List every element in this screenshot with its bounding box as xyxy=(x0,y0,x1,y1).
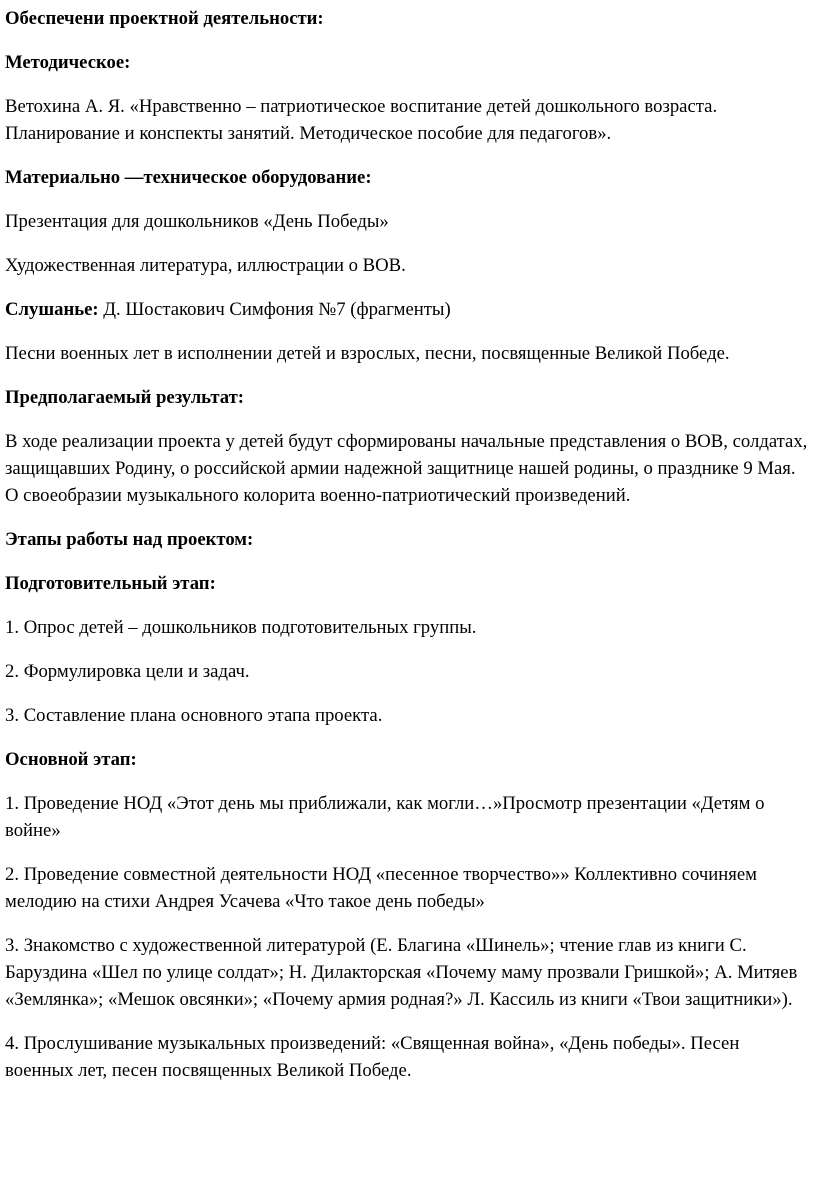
doc-list-item: 2. Проведение совместной деятельности НОД «песенное творчество»» Коллективно сочиняем мелодию на стихи Андрея Усачева «Что такое день победы» xyxy=(5,864,757,912)
doc-heading-methodical: Методическое: xyxy=(5,52,131,73)
doc-list-item: 1. Проведение НОД «Этот день мы приближали, как могли…»Просмотр презентации «Детям о войне» xyxy=(5,793,765,841)
doc-paragraph: Художественная литература, иллюстрации о ВОВ. xyxy=(5,255,406,276)
doc-heading-work-stages: Этапы работы над проектом: xyxy=(5,529,254,550)
doc-list-item: 3. Знакомство с художественной литературой (Е. Благина «Шинель»; чтение глав из книги С. Баруздина «Шел по улице солдат»; Н. Дилакторская «Почему маму прозвали Гришкой»; А. Митяев «Землянка»; «Мешок овсянки»; «Почему армия родная?» Л. Кассиль из книги «Твои защитники»). xyxy=(5,935,798,1010)
doc-heading-preparatory-stage: Подготовительный этап: xyxy=(5,573,216,594)
doc-list-item: 3. Составление плана основного этапа проекта. xyxy=(5,705,383,726)
doc-heading-project-support: Обеспечени проектной деятельности: xyxy=(5,8,324,29)
doc-heading-expected-result: Предполагаемый результат: xyxy=(5,387,245,408)
doc-paragraph-listening xyxy=(5,296,812,323)
doc-list-item: 1. Опрос детей – дошкольников подготовительных группы. xyxy=(5,617,477,638)
doc-paragraph: Презентация для дошкольников «День Победы» xyxy=(5,211,389,232)
doc-heading-material-equipment: Материально —техническое оборудование: xyxy=(5,167,372,188)
doc-list-item: 4. Прослушивание музыкальных произведений: «Священная война», «День победы». Песен военных лет, песен посвященных Великой Победе. xyxy=(5,1033,740,1081)
doc-paragraph-inline-label: Слушанье: xyxy=(5,299,99,320)
doc-paragraph-inline-text: Д. Шостакович Симфония №7 (фрагменты) xyxy=(98,299,451,320)
doc-list-item: 2. Формулировка цели и задач. xyxy=(5,661,250,682)
doc-paragraph: Песни военных лет в исполнении детей и взрослых, песни, посвященные Великой Победе. xyxy=(5,343,730,364)
doc-paragraph: В ходе реализации проекта у детей будут сформированы начальные представления о ВОВ, солдатах, защищавших Родину, о российской армии надежной защитнице нашей родины, о празднике 9 Мая. О своеобразии музыкального колорита военно-патриотический произведений. xyxy=(5,431,808,506)
doc-paragraph: Ветохина А. Я. «Нравственно – патриотическое воспитание детей дошкольного возраста. Планирование и конспекты занятий. Методическое пособие для педагогов». xyxy=(5,96,718,144)
doc-heading-main-stage: Основной этап: xyxy=(5,749,137,770)
